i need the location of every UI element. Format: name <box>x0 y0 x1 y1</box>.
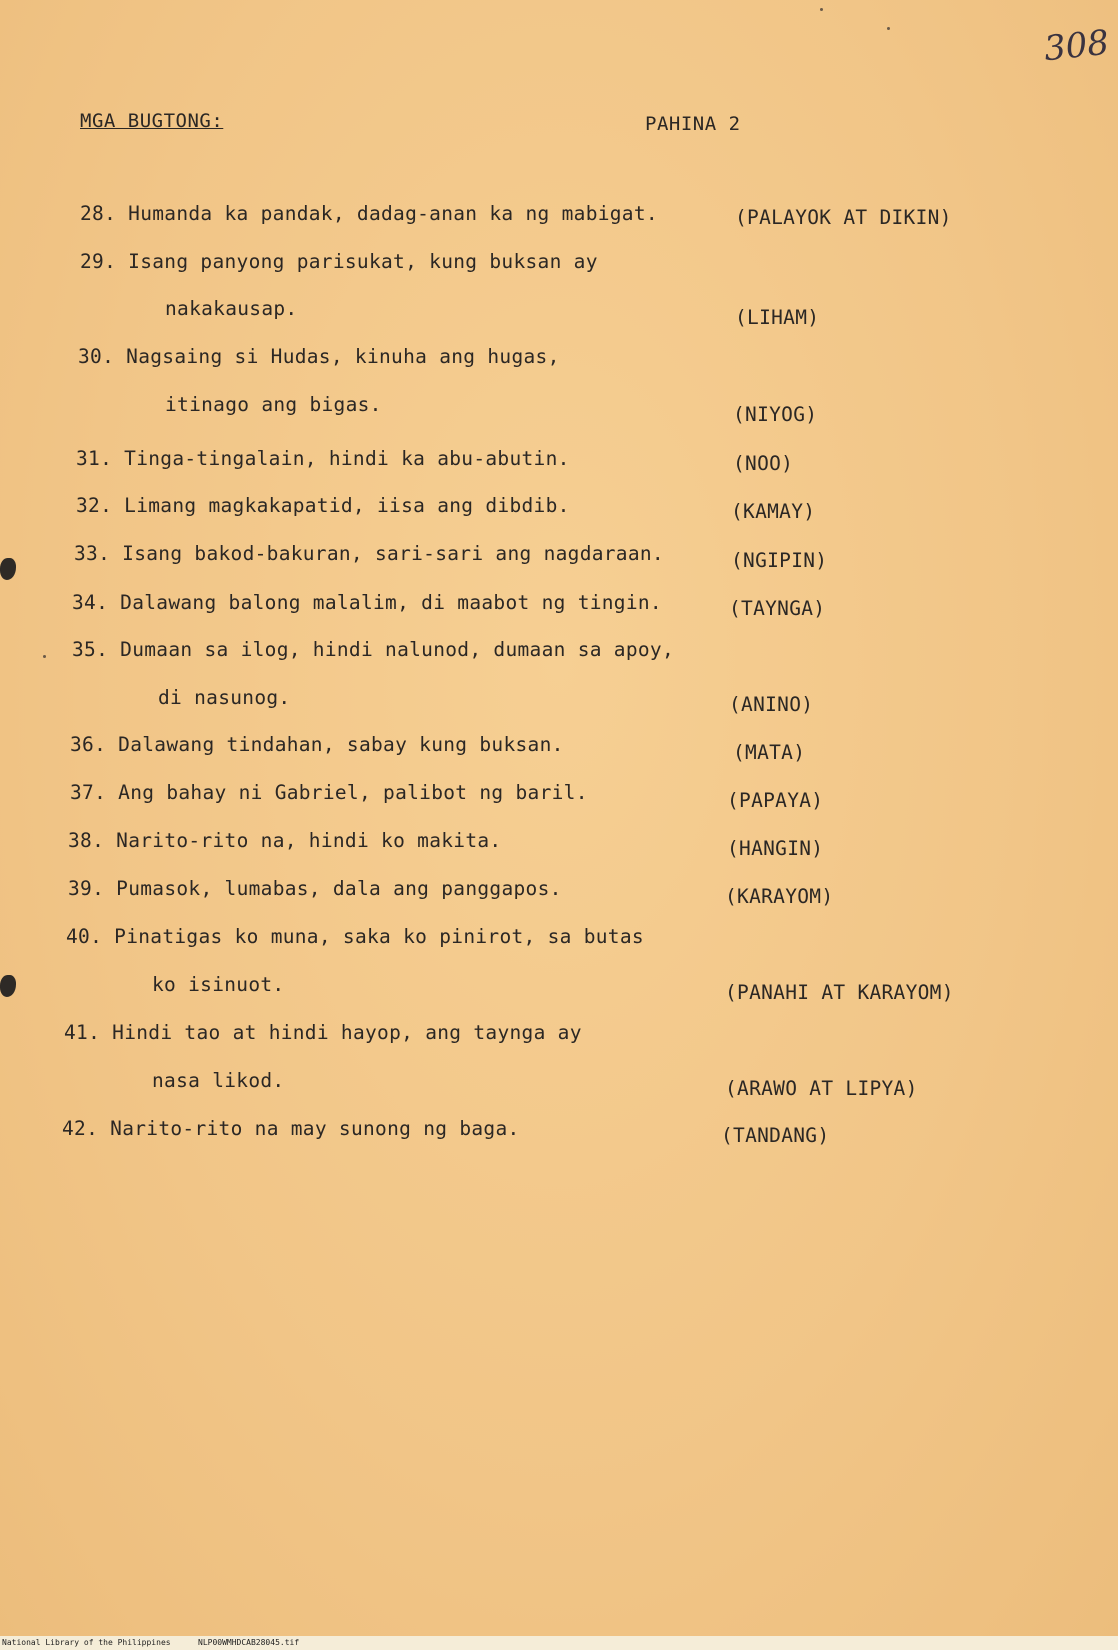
binding-hole-mark <box>0 558 16 580</box>
riddle-text: Dalawang balong malalim, di maabot ng tingin. <box>120 591 662 614</box>
riddle-number: 39. <box>68 877 105 900</box>
footer-source: National Library of the Philippines <box>2 1638 171 1647</box>
riddle-41-answer: (ARAWO AT LIPYA) <box>725 1077 918 1100</box>
riddle-34-answer: (TAYNGA) <box>729 597 826 620</box>
riddle-text: Hindi tao at hindi hayop, ang taynga ay <box>112 1021 582 1044</box>
riddle-40 <box>66 925 644 948</box>
riddle-text: Humanda ka pandak, dadag-anan ka ng mabigat. <box>128 202 658 225</box>
riddle-38-answer: (HANGIN) <box>727 837 824 860</box>
riddle-37 <box>70 781 588 804</box>
riddle-number: 33. <box>74 542 111 565</box>
riddle-35-answer: (ANINO) <box>729 693 814 716</box>
riddle-text: Pinatigas ko muna, saka ko pinirot, sa butas <box>114 925 644 948</box>
handwritten-page-number: 308 <box>1042 22 1111 70</box>
riddle-32-answer: (KAMAY) <box>731 500 816 523</box>
riddle-number: 41. <box>64 1021 101 1044</box>
riddle-text: Tinga-tingalain, hindi ka abu-abutin. <box>124 447 570 470</box>
riddle-number: 35. <box>72 638 109 661</box>
riddle-text: Ang bahay ni Gabriel, palibot ng baril. <box>118 781 588 804</box>
riddle-number: 37. <box>70 781 107 804</box>
riddle-30-line-2: itinago ang bigas. <box>165 393 382 416</box>
riddle-number: 28. <box>80 202 117 225</box>
riddle-29-answer: (LIHAM) <box>735 306 820 329</box>
riddle-39 <box>68 877 562 900</box>
paper-speck <box>820 8 823 11</box>
riddle-41-line-2: nasa likod. <box>152 1069 285 1092</box>
paper-speck <box>887 27 890 30</box>
riddle-36 <box>70 733 564 756</box>
riddle-number: 31. <box>76 447 113 470</box>
riddle-34 <box>72 591 662 614</box>
riddle-text: Isang bakod-bakuran, sari-sari ang nagdaraan. <box>122 542 664 565</box>
riddle-text: Narito-rito na, hindi ko makita. <box>116 829 502 852</box>
riddle-28-answer: (PALAYOK AT DIKIN) <box>735 206 952 229</box>
riddle-number: 36. <box>70 733 107 756</box>
riddle-32 <box>76 494 570 517</box>
riddle-29 <box>80 250 598 273</box>
riddle-number: 29. <box>80 250 117 273</box>
riddle-38 <box>68 829 501 852</box>
riddle-42 <box>62 1117 520 1140</box>
binding-hole-mark <box>0 975 16 997</box>
riddle-40-answer: (PANAHI AT KARAYOM) <box>725 981 954 1004</box>
riddle-29-line-2: nakakausap. <box>165 297 298 320</box>
riddle-text: Pumasok, lumabas, dala ang panggapos. <box>116 877 562 900</box>
riddle-number: 34. <box>72 591 109 614</box>
riddle-40-line-2: ko isinuot. <box>152 973 285 996</box>
riddle-30-answer: (NIYOG) <box>733 403 818 426</box>
riddle-36-answer: (MATA) <box>733 741 806 764</box>
page-label: PAHINA 2 <box>645 113 741 135</box>
riddle-33-answer: (NGIPIN) <box>731 549 828 572</box>
riddle-28 <box>80 202 658 225</box>
riddle-42-answer: (TANDANG) <box>721 1124 830 1147</box>
riddle-33 <box>74 542 664 565</box>
riddle-35 <box>72 638 674 661</box>
riddle-35-line-2: di nasunog. <box>158 686 291 709</box>
riddle-30 <box>78 345 560 368</box>
riddle-31-answer: (NOO) <box>733 452 794 475</box>
riddle-text: Dumaan sa ilog, hindi nalunod, dumaan sa apoy, <box>120 638 675 661</box>
riddle-text: Nagsaing si Hudas, kinuha ang hugas, <box>126 345 560 368</box>
document-title: MGA BUGTONG: <box>80 110 224 132</box>
riddle-39-answer: (KARAYOM) <box>725 885 834 908</box>
riddle-31 <box>76 447 570 470</box>
riddle-37-answer: (PAPAYA) <box>727 789 824 812</box>
riddle-41 <box>64 1021 582 1044</box>
scan-footer <box>0 1636 1118 1650</box>
riddle-number: 30. <box>78 345 115 368</box>
riddle-text: Dalawang tindahan, sabay kung buksan. <box>118 733 564 756</box>
riddle-text: Limang magkakapatid, iisa ang dibdib. <box>124 494 570 517</box>
riddle-number: 40. <box>66 925 103 948</box>
riddle-text: Isang panyong parisukat, kung buksan ay <box>128 250 598 273</box>
riddle-number: 32. <box>76 494 113 517</box>
paper-speck <box>43 655 46 658</box>
riddle-number: 38. <box>68 829 105 852</box>
footer-filename: NLP00WMHDCAB28045.tif <box>198 1638 300 1647</box>
riddle-text: Narito-rito na may sunong ng baga. <box>110 1117 520 1140</box>
riddle-number: 42. <box>62 1117 99 1140</box>
